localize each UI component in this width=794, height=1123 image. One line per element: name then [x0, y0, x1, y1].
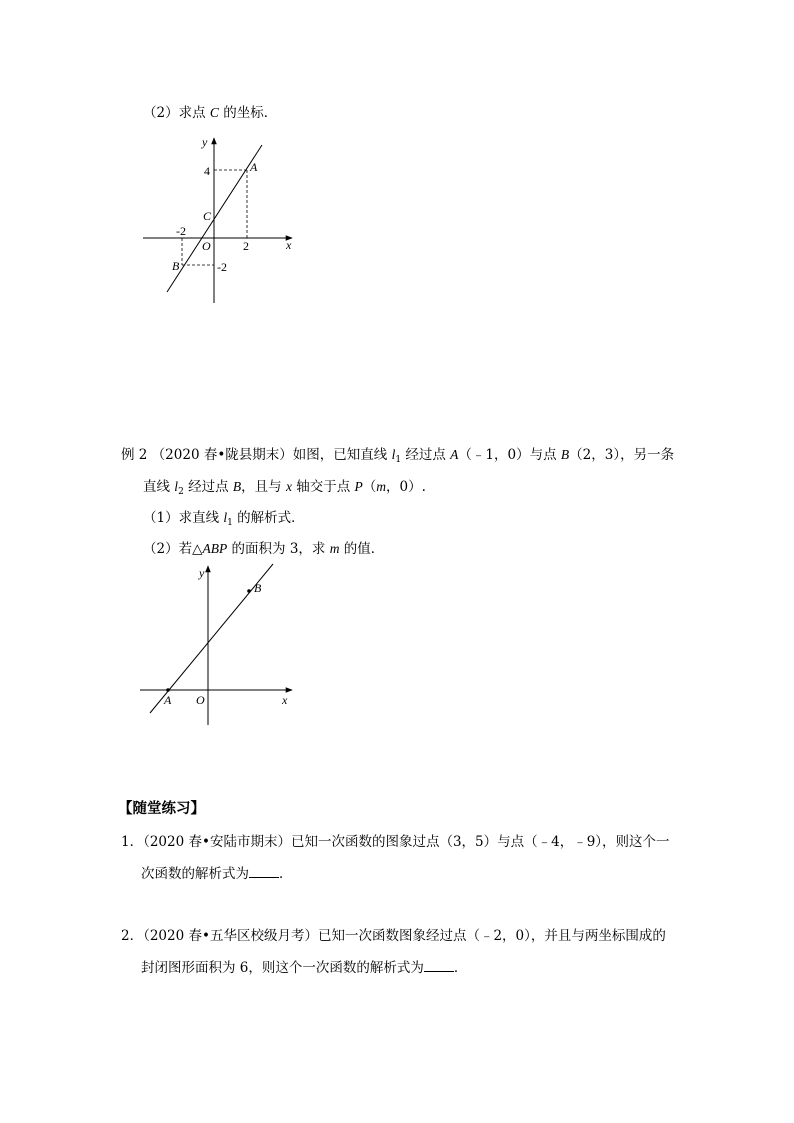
- example2-line2: 直线 $l_2$ 经过点 B，且与 x 轴交于点 P（m，0）.: [143, 479, 426, 497]
- practice-q1-line2: 次函数的解析式为 ．: [141, 866, 293, 882]
- figure1-tick-yneg2: -2: [217, 260, 227, 274]
- figure1-x-label: x: [286, 238, 292, 252]
- practice-heading: 【随堂练习】: [118, 800, 205, 817]
- figure1-point-a: A: [250, 160, 258, 174]
- figure1-point-c: C: [203, 209, 212, 223]
- example2-question1: （1）求直线 $l_1$ 的解析式．: [143, 510, 305, 528]
- practice-q1-blank[interactable]: [249, 864, 279, 878]
- example2-line1: 例 2 （2020 春•陇县期末）如图，已知直线 $l_1$ 经过点 A（﹣1，0）与点 B（2，3），另一条: [121, 447, 675, 465]
- practice-q1-line1: 1．（2020 春•安陆市期末）已知一次函数的图象过点（3，5）与点（﹣4，﹣9），则这个一: [121, 834, 670, 850]
- practice-q2-line1: 2．（2020 春•五华区校级月考）已知一次函数图象经过点（﹣2，0），并且与两坐标围成的: [121, 928, 666, 944]
- part2-question: （2）求点 C 的坐标．: [143, 105, 278, 121]
- figure1-tick-y4: 4: [204, 164, 210, 178]
- figure2-dot-a: [166, 688, 170, 692]
- figure2-x-label: x: [282, 693, 288, 707]
- example2-question2: （2）若△ABP 的面积为 3，求 m 的值．: [143, 541, 385, 557]
- figure2-point-b: B: [254, 581, 262, 595]
- figure2-y-label: y: [199, 566, 205, 580]
- figure2-dot-b: [247, 589, 251, 593]
- figure2-point-a: A: [164, 693, 172, 707]
- figure1-point-b: B: [172, 259, 180, 273]
- figure1-y-label: y: [202, 135, 208, 149]
- figure2-origin-label: O: [196, 693, 205, 707]
- practice-q2-line2: 封闭图形面积为 6，则这个一次函数的解析式为 ．: [141, 960, 468, 976]
- figure1-tick-x2: 2: [243, 239, 249, 253]
- practice-q2-blank[interactable]: [424, 958, 454, 972]
- figure1-tick-xneg2: -2: [176, 224, 186, 238]
- figure1-origin-label: O: [202, 239, 211, 253]
